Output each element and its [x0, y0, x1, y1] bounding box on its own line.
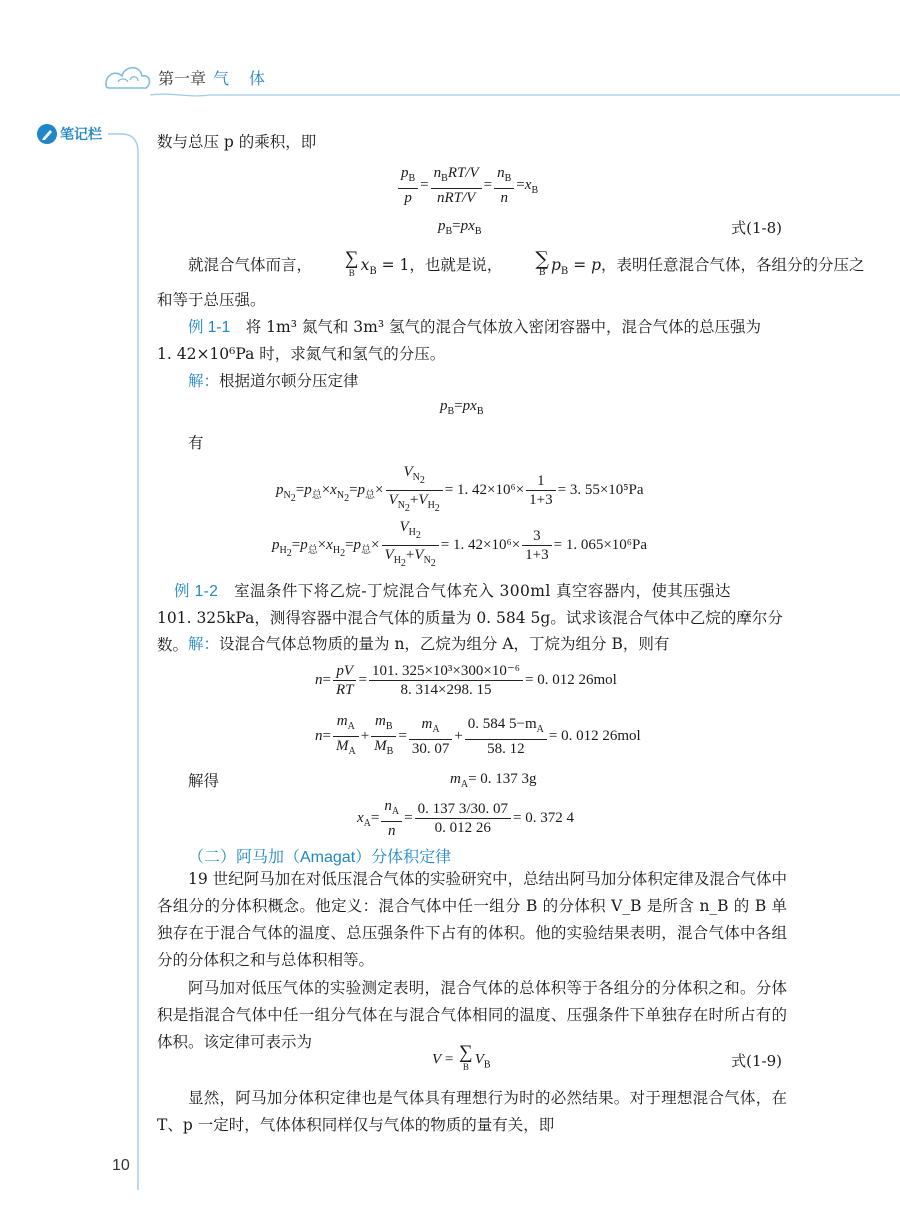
equation-partial-pressure: $\frac{p_B}{p}$ = $\frac{n_BRT/V}{\text{nRT/V}}$ = $\frac{n_B}{n}$ $=x_B$: [396, 164, 538, 207]
paragraph-intro: 数与总压 p 的乘积，即: [157, 133, 317, 151]
paragraph-amagat-2: 阿马加对低压气体的实验测定表明，混合气体的总体积等于各组分的分体积之和。分体积是指混合气体中任一组分气体在与混合气体相同的温度、压强条件下单独存在时所占有的体积。该定律可表示为: [157, 979, 787, 1051]
equation-number-1-9: 式(1-9): [731, 1052, 782, 1070]
equation-n-mass: n= $\frac{m_A}{M_A}$ + $\frac{m_B}{M_B}$ = $\frac{m_A}{30. 07}$ + $\frac{0. 584 5-m_A}{58. 12}$ = 0. 012 26mol: [315, 713, 641, 757]
chapter-title: 气 体: [213, 71, 268, 88]
example-1-2: 例 1-2 室温条件下将乙烷-丁烷混合气体充入 300ml 真空容器内，使其压强达: [174, 582, 731, 600]
cloud-ornament-icon: [102, 58, 154, 96]
equation-pb-pxb: $p_B=px_B$: [438, 218, 482, 237]
equation-dalton: $p_B=px_B$: [440, 398, 484, 417]
equation-mA: $m_A= 0$. 137 3g: [450, 771, 537, 790]
example-1-1-cont: 1. 42×10⁶Pa 时，求氮气和氢气的分压。: [157, 345, 446, 363]
chapter-label: 第一章: [158, 69, 207, 88]
pencil-icon: [37, 124, 57, 144]
paragraph-sum-cont: 和等于总压强。: [157, 291, 266, 309]
header-rule: [150, 92, 900, 98]
sidebar-label: 笔记栏: [60, 126, 102, 142]
equation-pH2: $p_{H_2}=p_总\times x_{H_2}=p_总\times$ $\frac{V_{H_2}}{V_{H_2}+V_{N_2}}$ = 1. 42×10⁶× $\frac{3}{1+3}$ = 1. 065×10⁶Pa: [272, 519, 648, 569]
solution-2: 解：设混合气体总物质的量为 n，乙烷为组分 A，丁烷为组分 B，则有: [188, 635, 670, 653]
page-number: 10: [112, 1157, 130, 1174]
section-title: （二）阿马加（Amagat）分体积定律: [188, 849, 452, 866]
example-label: 例 1-1: [188, 319, 231, 336]
you-label: 有: [188, 434, 204, 452]
jiede-label: 解得: [188, 772, 220, 790]
equation-pN2: $p_{N_2}=p_总\times x_{N_2}=p_总\times$ $\frac{V_{N_2}}{V_{N_2}+V_{H_2}}$ = 1. 42×10⁶× $\frac{1}{1+3}$ = 3. 55×10⁵Pa: [276, 464, 644, 514]
paragraph-sum: 就混合气体而言， ∑ B $x_B = 1$，也就是说， ∑ B $p_B = p$，表明任意混合气体，各组分的分压之: [188, 248, 865, 278]
solution-1: 解：根据道尔顿分压定律: [188, 372, 359, 390]
equation-number-1-8: 式(1-8): [731, 219, 782, 237]
paragraph-amagat-1: 19 世纪阿马加在对低压混合气体的实验研究中，总结出阿马加分体积定律及混合气体中各组分的分体积概念。他定义：混合气体中任一组分 B 的分体积 V_B 是所含 n_B 的 B 单独存在于混合气体的温度、总压强条件下占有的体积。他的实验结果表明，混合气体中各组分的分体积之和与总体积相等。: [157, 870, 787, 969]
paragraph-amagat-3: 显然，阿马加分体积定律也是气体具有理想行为时的必然结果。对于理想混合气体，在 T、p 一定时，气体体积同样仅与气体的物质的量有关，即: [157, 1089, 787, 1134]
example-1-1: 例 1-1 将 1m³ 氮气和 3m³ 氢气的混合气体放入密闭容器中，混合气体的总压强为: [188, 318, 761, 336]
equation-xA: $x_A=$ $\frac{n_A}{n}$ = $\frac{0. 137 3/30. 07}{0. 012 26}$ = 0. 372 4: [357, 798, 574, 839]
equation-amagat: V = ∑ B $V_B$: [432, 1042, 491, 1072]
sidebar-rule: [108, 130, 148, 1190]
example-1-2-cont: 101. 325kPa，测得容器中混合气体的质量为 0. 584 5g。试求该混合气体中乙烷的摩尔分数。: [157, 609, 783, 654]
equation-n: n= $\frac{pV}{RT}$ = $\frac{\text{101. 325×10³×300×10⁻⁶}}{8. 314\times 298. 15}$ = 0. 012 26mol: [315, 663, 617, 698]
